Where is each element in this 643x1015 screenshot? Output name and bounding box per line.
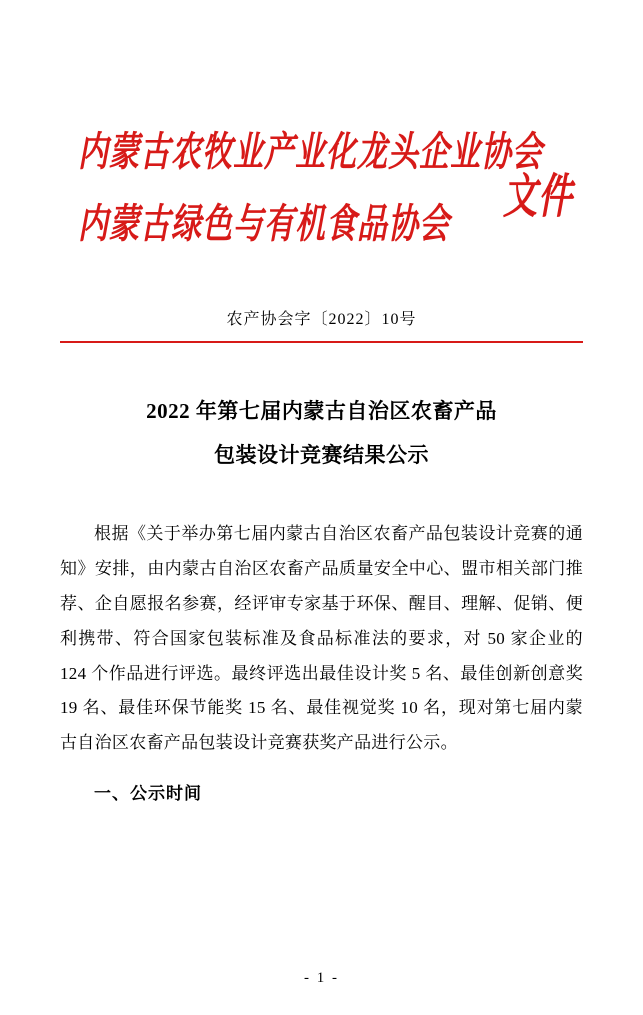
letterhead-org-line-2: 内蒙古绿色与有机食品协会 (78, 202, 450, 247)
red-divider-rule (60, 341, 583, 343)
letterhead-org-line-1: 内蒙古农牧业产业化龙头企业协会 (78, 130, 543, 175)
document-title (60, 389, 583, 477)
letterhead-document-word: 文件 (503, 172, 573, 224)
document-body (60, 517, 583, 812)
section-heading-public-notice-period: 一、公示时间 (94, 784, 202, 804)
page-number-footer: - 1 - (304, 970, 339, 986)
title-line-2: 包装设计竞赛结果公示 (214, 443, 429, 468)
document-page (0, 100, 643, 1015)
document-number: 农产协会字〔2022〕10号 (226, 311, 417, 328)
title-line-1: 2022 年第七届内蒙古自治区农畜产品 (146, 399, 497, 423)
letterhead (60, 100, 583, 270)
body-paragraph-1: 根据《关于举办第七届内蒙古自治区农畜产品包装设计竞赛的通知》安排，由内蒙古自治区农畜产品质量安全中心、盟市相关部门推荐、企自愿报名参赛，经评审专家基于环保、醒目、理解、促销、便利携带、符合国家包装标准及食品标准法的要求，对 50 家企业的 124 个作品进行评选。最终评选出最佳设计奖 5 名、最佳创新创意奖 19 名、最佳环保节能奖 15 名、最佳视觉奖 10 名，现对第七届内蒙古自治区农畜产品包装设计竞赛获奖产品进行公示。 (60, 524, 583, 753)
